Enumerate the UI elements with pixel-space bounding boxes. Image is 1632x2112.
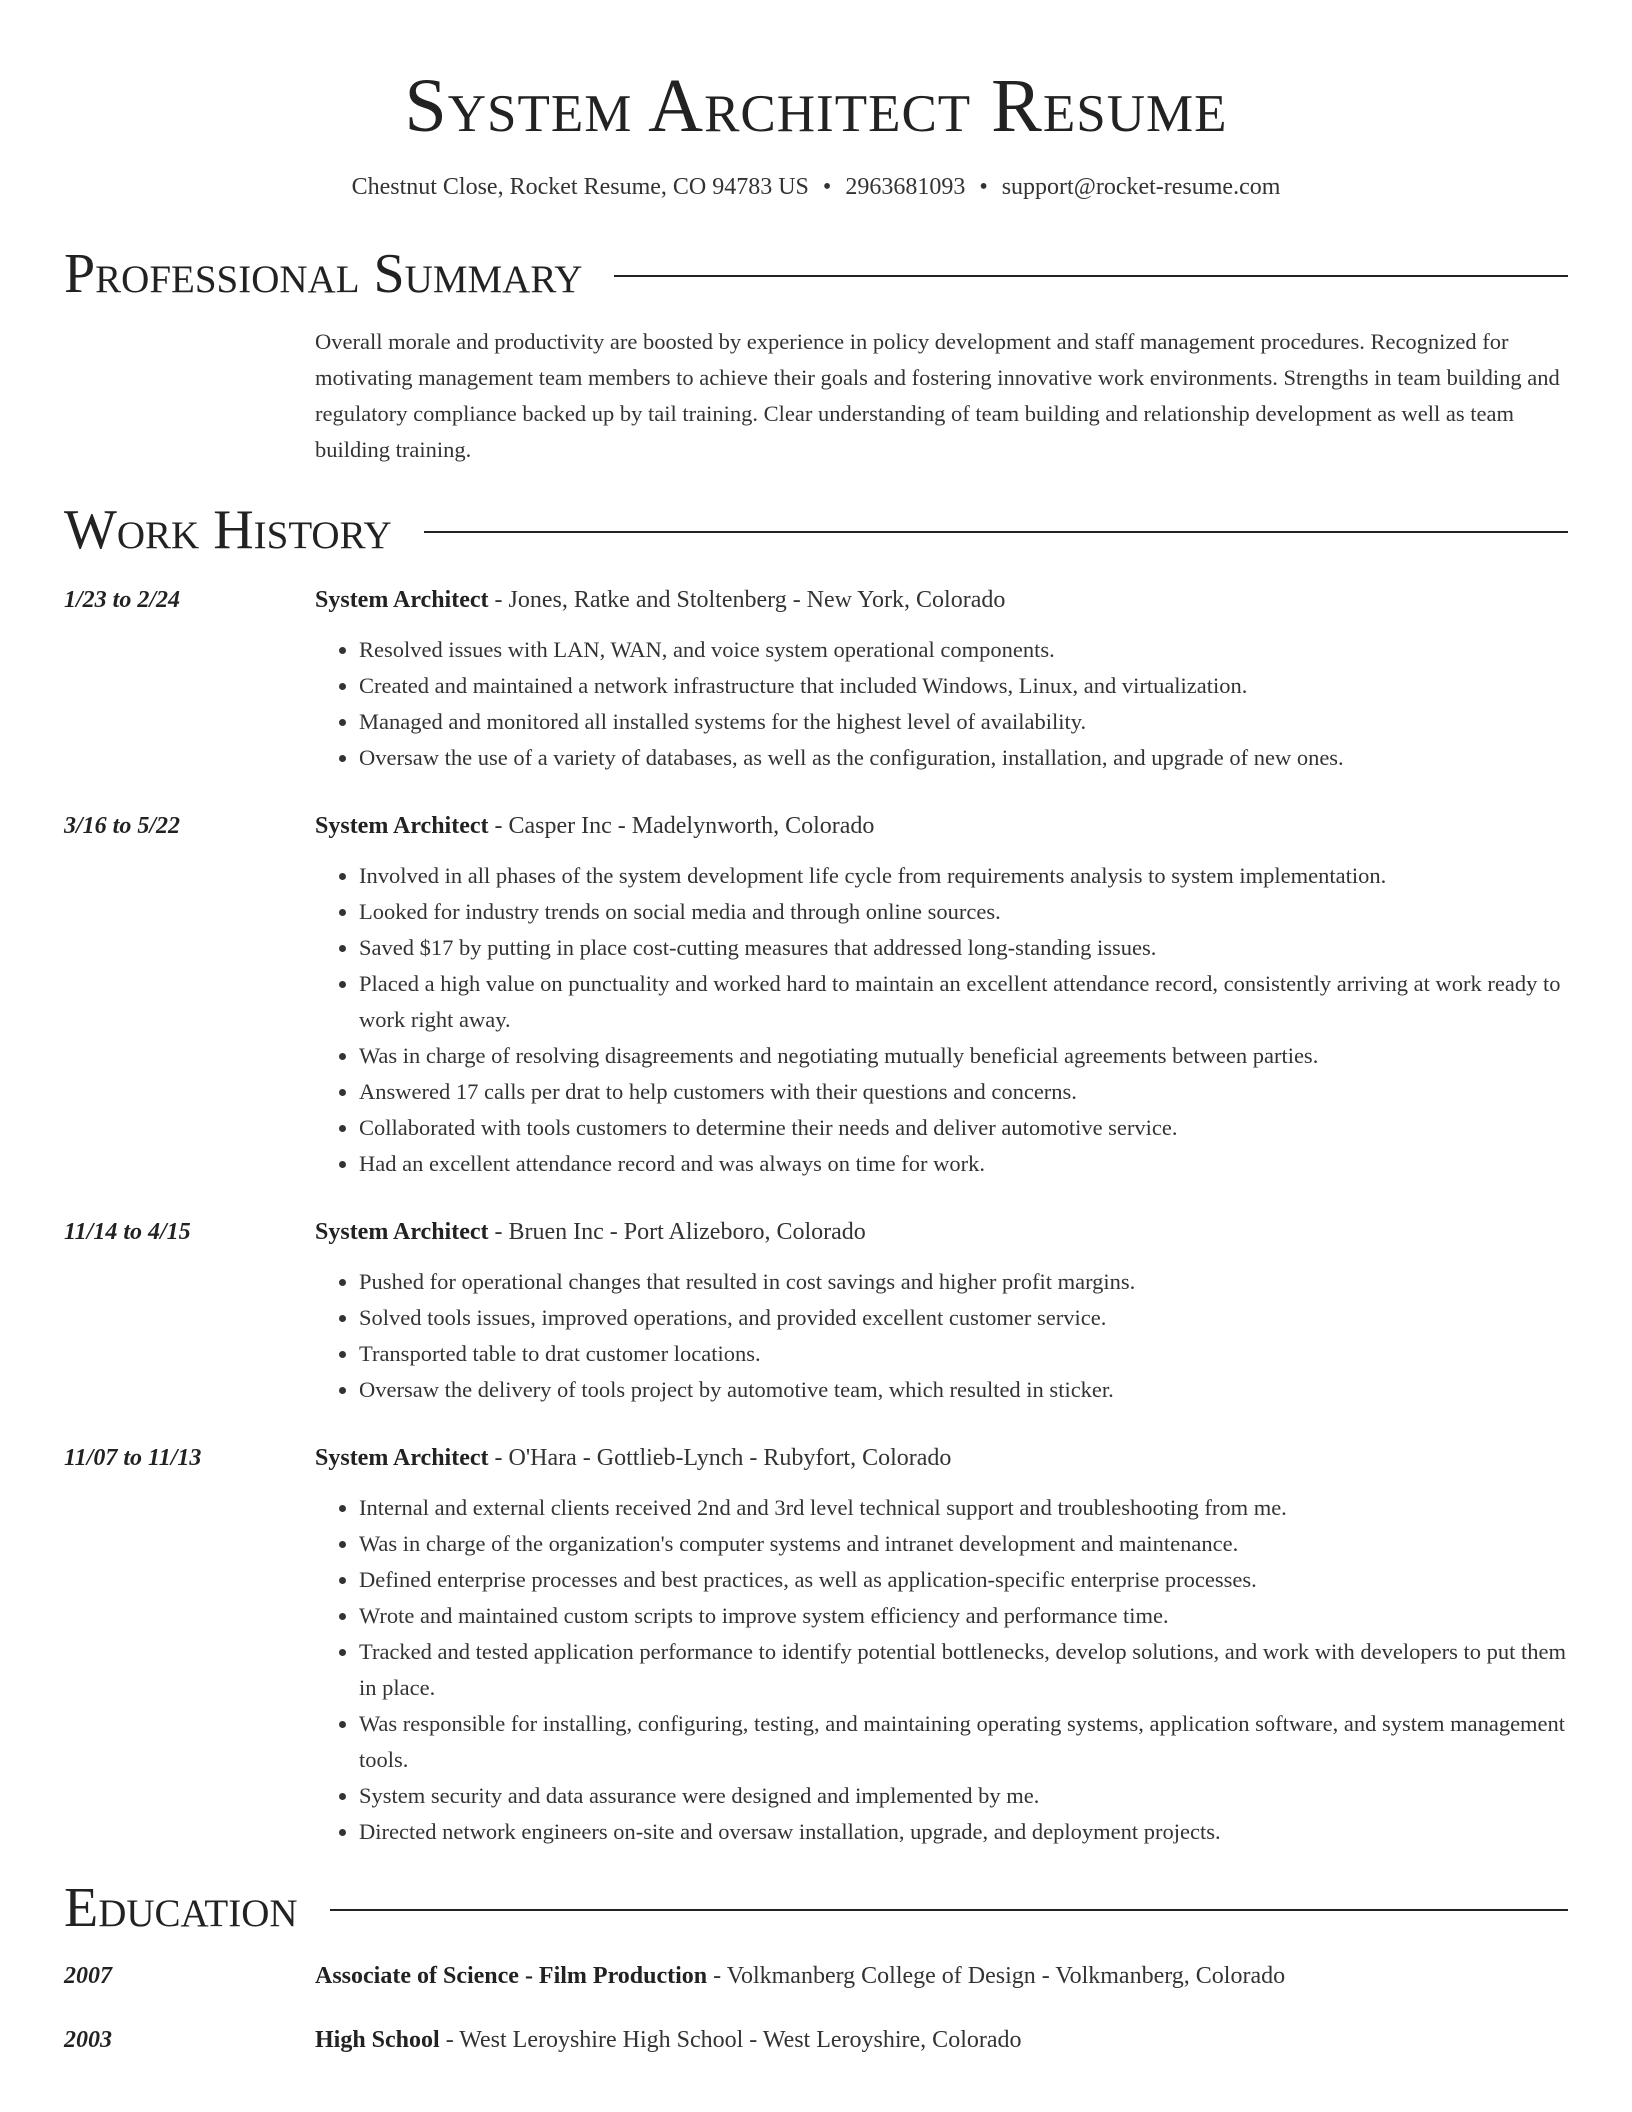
education-list (64, 1960, 1568, 2056)
job-role: System Architect (315, 813, 489, 839)
resume-page (64, 0, 1568, 2056)
job-bullet: • Transported table to drat customer locations. (359, 1336, 1568, 1372)
job-header (315, 1442, 1568, 1474)
work-history-list (64, 584, 1568, 1850)
education-details: - West Leroyshire High School - West Leroyshire, Colorado (439, 2027, 1022, 2053)
job-bullet: • Defined enterprise processes and best practices, as well as application-specific enterprise processes. (359, 1562, 1568, 1598)
education-heading: Education (64, 1877, 298, 1939)
job-dates: 1/23 to 2/24 (64, 587, 181, 613)
job-entry (64, 1442, 1568, 1850)
section-divider (330, 1909, 1568, 1911)
education-section-header (64, 1876, 1568, 1940)
job-bullet: • Had an excellent attendance record and was always on time for work. (359, 1146, 1568, 1182)
summary-heading: Professional Summary (64, 243, 583, 305)
work-section-header (64, 498, 1568, 562)
job-bullet: • Managed and monitored all installed systems for the highest level of availability. (359, 704, 1568, 740)
job-details: - O'Hara - Gottlieb-Lynch - Rubyfort, Colorado (488, 1445, 952, 1471)
job-bullet: • Was in charge of resolving disagreements and negotiating mutually beneficial agreements between parties. (359, 1038, 1568, 1074)
job-bullet: • Pushed for operational changes that resulted in cost savings and higher profit margins. (359, 1264, 1568, 1300)
job-bullet: • Tracked and tested application performance to identify potential bottlenecks, develop solutions, and work with developers to put them in place. (359, 1634, 1568, 1706)
education-header (315, 2024, 1568, 2056)
job-bullets (315, 1264, 1568, 1408)
job-bullet: • Placed a high value on punctuality and worked hard to maintain an excellent attendance record, consistently arriving at work ready to work right away. (359, 966, 1568, 1038)
contact-phone: 2963681093 (845, 174, 966, 200)
job-bullet: • Solved tools issues, improved operations, and provided excellent customer service. (359, 1300, 1568, 1336)
education-degree: Associate of Science - Film Production (315, 1963, 708, 1989)
job-role: System Architect (315, 1219, 489, 1245)
education-year: 2007 (64, 1963, 112, 1989)
job-bullet: • Collaborated with tools customers to determine their needs and deliver automotive service. (359, 1110, 1568, 1146)
job-role: System Architect (315, 587, 489, 613)
job-body (315, 584, 1568, 776)
job-bullet: • Looked for industry trends on social media and through online sources. (359, 894, 1568, 930)
job-body (315, 1216, 1568, 1408)
contact-separator: • (822, 174, 832, 200)
job-bullet: • Created and maintained a network infrastructure that included Windows, Linux, and virtualization. (359, 668, 1568, 704)
education-entry (64, 2024, 1568, 2056)
job-header (315, 1216, 1568, 1248)
education-body (315, 1960, 1568, 1992)
education-header (315, 1960, 1568, 1992)
contact-address: Chestnut Close, Rocket Resume, CO 94783 US (351, 174, 809, 200)
job-bullet: • Was in charge of the organization's computer systems and intranet development and maintenance. (359, 1526, 1568, 1562)
job-entry (64, 584, 1568, 776)
job-role: System Architect (315, 1445, 489, 1471)
summary-section-header (64, 242, 1568, 306)
job-body (315, 810, 1568, 1182)
contact-line (64, 172, 1568, 202)
work-heading: Work History (64, 499, 392, 561)
contact-separator: • (979, 174, 988, 200)
job-dates: 11/07 to 11/13 (64, 1445, 202, 1471)
job-dates: 11/14 to 4/15 (64, 1219, 191, 1245)
job-bullet: • Was responsible for installing, configuring, testing, and maintaining operating systems, application software, and system management tools. (359, 1706, 1568, 1778)
education-degree: High School (315, 2027, 440, 2053)
section-divider (614, 275, 1568, 277)
resume-title: System Architect Resume (404, 64, 1228, 148)
job-dates: 3/16 to 5/22 (64, 813, 181, 839)
summary-text: Overall morale and productivity are boosted by experience in policy development and staff management procedures. Recognized for motivating management team members to achieve their goals and fostering innovative work environments. Strengths in team building and regulatory compliance backed up by tail training. Clear understanding of team building and relationship development as well as team building training. (315, 329, 1560, 462)
job-entry (64, 1216, 1568, 1408)
job-bullets (315, 1490, 1568, 1850)
job-details: - Bruen Inc - Port Alizeboro, Colorado (488, 1219, 866, 1245)
job-bullet: • Answered 17 calls per drat to help customers with their questions and concerns. (359, 1074, 1568, 1110)
job-bullet: • Wrote and maintained custom scripts to improve system efficiency and performance time. (359, 1598, 1568, 1634)
job-body (315, 1442, 1568, 1850)
contact-email: support@rocket-resume.com (1001, 174, 1281, 200)
job-details: - Casper Inc - Madelynworth, Colorado (488, 813, 875, 839)
education-entry (64, 1960, 1568, 1992)
job-bullet: • Oversaw the delivery of tools project by automotive team, which resulted in sticker. (359, 1372, 1568, 1408)
education-year: 2003 (64, 2027, 112, 2053)
job-header (315, 584, 1568, 616)
job-bullet: • Directed network engineers on-site and oversaw installation, upgrade, and deployment projects. (359, 1814, 1568, 1850)
job-header (315, 810, 1568, 842)
job-bullet: • Involved in all phases of the system development life cycle from requirements analysis to system implementation. (359, 858, 1568, 894)
section-divider (424, 531, 1568, 533)
job-bullet: • Internal and external clients received 2nd and 3rd level technical support and troubleshooting from me. (359, 1490, 1568, 1526)
job-bullet: • Oversaw the use of a variety of databases, as well as the configuration, installation, and upgrade of new ones. (359, 740, 1568, 776)
job-entry (64, 810, 1568, 1182)
education-body (315, 2024, 1568, 2056)
job-bullets (315, 858, 1568, 1182)
job-bullet: • Saved $17 by putting in place cost-cutting measures that addressed long-standing issues. (359, 930, 1568, 966)
job-bullet: • Resolved issues with LAN, WAN, and voice system operational components. (359, 632, 1568, 668)
job-bullet: • System security and data assurance were designed and implemented by me. (359, 1778, 1568, 1814)
job-bullets (315, 632, 1568, 776)
education-details: - Volkmanberg College of Design - Volkmanberg, Colorado (707, 1963, 1286, 1989)
job-details: - Jones, Ratke and Stoltenberg - New York, Colorado (488, 587, 1006, 613)
